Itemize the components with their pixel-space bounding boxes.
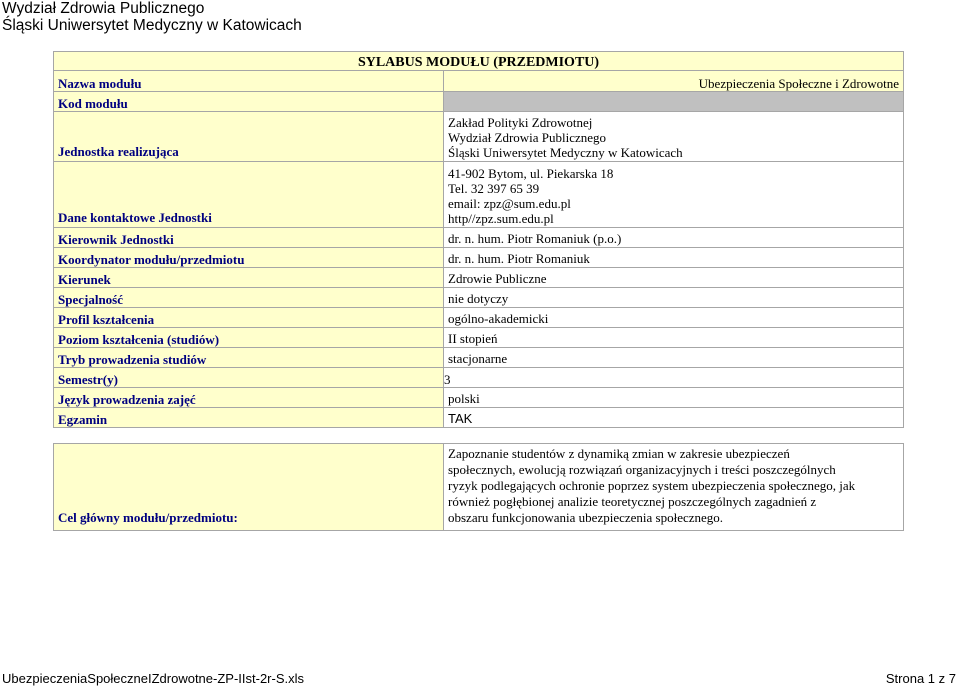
footer-page-number: Strona 1 z 7 (885, 671, 956, 686)
semester-blank (444, 368, 904, 388)
value-unit (444, 112, 904, 162)
label-module-code: Kod modułu (54, 92, 444, 112)
label-specialty: Specjalność (54, 288, 444, 308)
goal-line: Zapoznanie studentów z dynamiką zmian w zakresie ubezpieczeń (448, 446, 790, 461)
label-semester (54, 368, 451, 388)
unit-line: Wydział Zdrowia Publicznego (448, 130, 607, 145)
contact-phone: Tel. 32 397 65 39 (448, 181, 540, 196)
goal-line: społecznych, ewolucją rozwiązań organizacyjnych i treści poszczególnych (448, 462, 836, 477)
value-study-mode: stacjonarne (444, 348, 904, 368)
label-education-level: Poziom kształcenia (studiów) (54, 328, 444, 348)
contact-website: http//zpz.sum.edu.pl (448, 211, 554, 226)
label-unit-head: Kierownik Jednostki (54, 228, 444, 248)
value-coordinator: dr. n. hum. Piotr Romaniuk (444, 248, 904, 268)
syllabus-table (53, 51, 904, 428)
label-module-name: Nazwa modułu (54, 71, 444, 92)
goal-line: również pogłębionej analizie teoretycznej poszczególnych zagadnień z (448, 494, 817, 509)
unit-line: Zakład Polityki Zdrowotnej (448, 115, 593, 130)
label-main-goal: Cel główny modułu/przedmiotu: (54, 444, 444, 531)
value-language: polski (444, 388, 904, 408)
label-contact: Dane kontaktowe Jednostki (54, 162, 444, 228)
value-specialty: nie dotyczy (444, 288, 904, 308)
syllabus-title: SYLABUS MODUŁU (PRZEDMIOTU) (54, 52, 904, 71)
value-module-code (444, 92, 904, 112)
contact-email: email: zpz@sum.edu.pl (448, 196, 571, 211)
goal-table (53, 443, 904, 531)
unit-line: Śląski Uniwersytet Medyczny w Katowicach (448, 145, 683, 160)
value-main-goal (444, 444, 904, 531)
label-language: Język prowadzenia zajęć (54, 388, 444, 408)
goal-line: ryzyk podlegających ochronie poprzez system ubezpieczenia społecznego, jak (448, 478, 856, 493)
university-name: Śląski Uniwersytet Medyczny w Katowicach (2, 17, 302, 34)
label-field-of-study: Kierunek (54, 268, 444, 288)
value-module-name: Ubezpieczenia Społeczne i Zdrowotne (444, 71, 904, 92)
value-education-level: II stopień (444, 328, 904, 348)
footer-filename: UbezpieczeniaSpołeczneIZdrowotne-ZP-IIst-2r-S.xls (2, 671, 305, 686)
value-field-of-study: Zdrowie Publiczne (444, 268, 904, 288)
label-coordinator: Koordynator modułu/przedmiotu (54, 248, 444, 268)
label-unit: Jednostka realizująca (54, 112, 444, 162)
faculty-name: Wydział Zdrowia Publicznego (2, 0, 205, 17)
semester-label-text: Semestr(y) (58, 372, 118, 387)
contact-address: 41-902 Bytom, ul. Piekarska 18 (448, 166, 614, 181)
label-education-profile: Profil kształcenia (54, 308, 444, 328)
label-exam: Egzamin (54, 408, 444, 428)
value-contact (444, 162, 904, 228)
label-study-mode: Tryb prowadzenia studiów (54, 348, 444, 368)
value-exam: TAK (444, 408, 904, 428)
goal-line: obszaru funkcjonowania ubezpieczenia społecznego. (448, 510, 724, 525)
value-unit-head: dr. n. hum. Piotr Romaniuk (p.o.) (444, 228, 904, 248)
value-semester: 3 (444, 372, 451, 387)
document-header (2, 0, 302, 34)
value-education-profile: ogólno-akademicki (444, 308, 904, 328)
